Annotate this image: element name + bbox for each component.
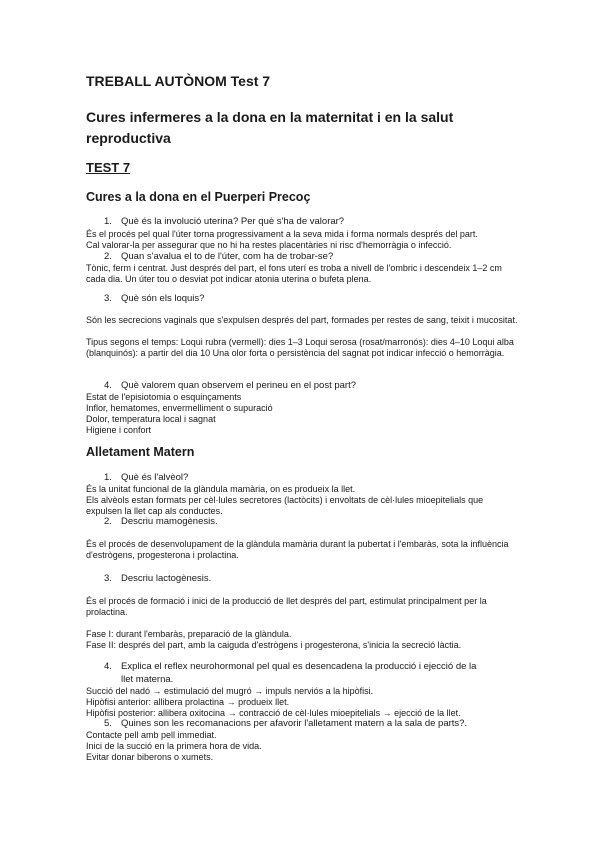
answer-line: Hipòfisi anterior: allibera prolactina → produeix llet. bbox=[86, 697, 290, 707]
answer-line: Dolor, temperatura local i sagnat bbox=[86, 414, 216, 424]
question-number: 5. bbox=[104, 718, 112, 729]
answer-paragraph: Els alvèols estan formats per cèl·lules secretores (lactòcits) i envoltats de cèl·lules mioepitelials que expulsen la llet cap als conductes. bbox=[86, 495, 484, 516]
question-text: Explica el reflex neurohormonal pel qual es desencadena la producció i ejecció de la bbox=[121, 661, 477, 672]
answer-line: És el procés pel qual l'úter torna progressivament a la seva mida i forma normals després del part. bbox=[86, 229, 478, 239]
question-2 bbox=[104, 516, 218, 527]
document-subtitle: Cures infermeres a la dona en la maternitat i en la salut reproductiva bbox=[86, 109, 454, 146]
question-1 bbox=[104, 216, 344, 227]
question-1 bbox=[104, 472, 188, 483]
question-number: 2. bbox=[104, 516, 112, 527]
question-number: 4. bbox=[104, 661, 112, 672]
question-text: Quan s'avalua el to de l'úter, com ha de trobar-se? bbox=[121, 251, 334, 262]
question-number: 4. bbox=[104, 380, 112, 391]
question-4 bbox=[104, 380, 356, 391]
answer-paragraph: És el procés de desenvolupament de la glàndula mamària durant la pubertat i l'embaràs, sota la influència d'estrògens, progesterona i prolactina. bbox=[86, 539, 509, 560]
answer-line: Inflor, hematomes, envermelliment o supuració bbox=[86, 403, 273, 413]
answer-paragraph: Tipus segons el temps: Loqui rubra (vermell): dies 1–3 Loqui serosa (rosat/marronós): dies 4–10 Loqui alba (blanquinós): a partir del dia 10 Una olor forta o persistència del sagnat pot indicar infecció o hemorràgia. bbox=[86, 337, 514, 358]
question-text: Descriu mamogènesis. bbox=[121, 516, 218, 527]
question-number: 3. bbox=[104, 293, 112, 304]
answer-line: Estat de l'episiotomia o esquinçaments bbox=[86, 392, 242, 402]
answer-paragraph: Són les secrecions vaginals que s'expulsen després del part, formades per restes de sang, teixit i mucositat. bbox=[86, 315, 518, 325]
document-title: TREBALL AUTÒNOM Test 7 bbox=[86, 73, 271, 89]
question-text: Què és l'alvèol? bbox=[121, 472, 189, 483]
question-5 bbox=[104, 718, 467, 729]
question-number: 1. bbox=[104, 216, 112, 227]
question-text: Descriu lactogènesis. bbox=[121, 573, 212, 584]
question-text-continued: llet materna. bbox=[121, 674, 174, 685]
question-number: 2. bbox=[104, 251, 112, 262]
question-3 bbox=[104, 293, 204, 304]
answer-line: Inici de la succió en la primera hora de vida. bbox=[86, 741, 262, 751]
answer-line: Succió del nadó → estimulació del mugró → impuls nerviós a la hipòfisi. bbox=[86, 686, 374, 696]
question-4 bbox=[104, 660, 504, 686]
question-number: 1. bbox=[104, 472, 112, 483]
question-text: Què és la involució uterina? Per què s'ha de valorar? bbox=[121, 216, 345, 227]
answer-line: És la unitat funcional de la glàndula mamària, on es produeix la llet. bbox=[86, 484, 356, 494]
question-text: Quines son les recomanacions per afavorir l'alletament matern a la sala de parts?. bbox=[121, 718, 468, 729]
answer-line: Contacte pell amb pell immediat. bbox=[86, 730, 217, 740]
answer-line: Higiene i confort bbox=[86, 425, 152, 435]
question-text: Què són els loquis? bbox=[121, 293, 205, 304]
question-2 bbox=[104, 251, 333, 262]
section-heading-alletament: Alletament Matern bbox=[86, 445, 195, 459]
test-label: TEST 7 bbox=[86, 160, 131, 175]
question-text: Què valorem quan observem el perineu en el post part? bbox=[121, 380, 356, 391]
answer-line: Cal valorar-la per assegurar que no hi ha restes placentàries ni risc d'hemorràgia o infecció. bbox=[86, 240, 452, 250]
section-heading-puerperi: Cures a la dona en el Puerperi Precoç bbox=[86, 190, 311, 204]
answer-line: Fase I: durant l'embaràs, preparació de la glàndula. bbox=[86, 629, 292, 639]
answer-line: Fase II: després del part, amb la caiguda d'estrògens i progesterona, s'inicia la secreció làctia. bbox=[86, 640, 462, 650]
answer-line: Hipòfisi posterior: allibera oxitocina → contracció de cèl·lules mioepitelials → ejecció de la llet. bbox=[86, 708, 461, 718]
answer-paragraph: És el procés de formació i inici de la producció de llet després del part, estimulat principalment per la prolactina. bbox=[86, 596, 487, 617]
question-number: 3. bbox=[104, 573, 112, 584]
answer-paragraph: Tònic, ferm i centrat. Just després del part, el fons uterí es troba a nivell de l'ombric i descendeix 1–2 cm cada dia. Un úter tou o desviat pot indicar atonia uterina o bufeta plena. bbox=[86, 263, 502, 284]
answer-line: Evitar donar biberons o xumets. bbox=[86, 752, 214, 762]
question-3 bbox=[104, 573, 211, 584]
